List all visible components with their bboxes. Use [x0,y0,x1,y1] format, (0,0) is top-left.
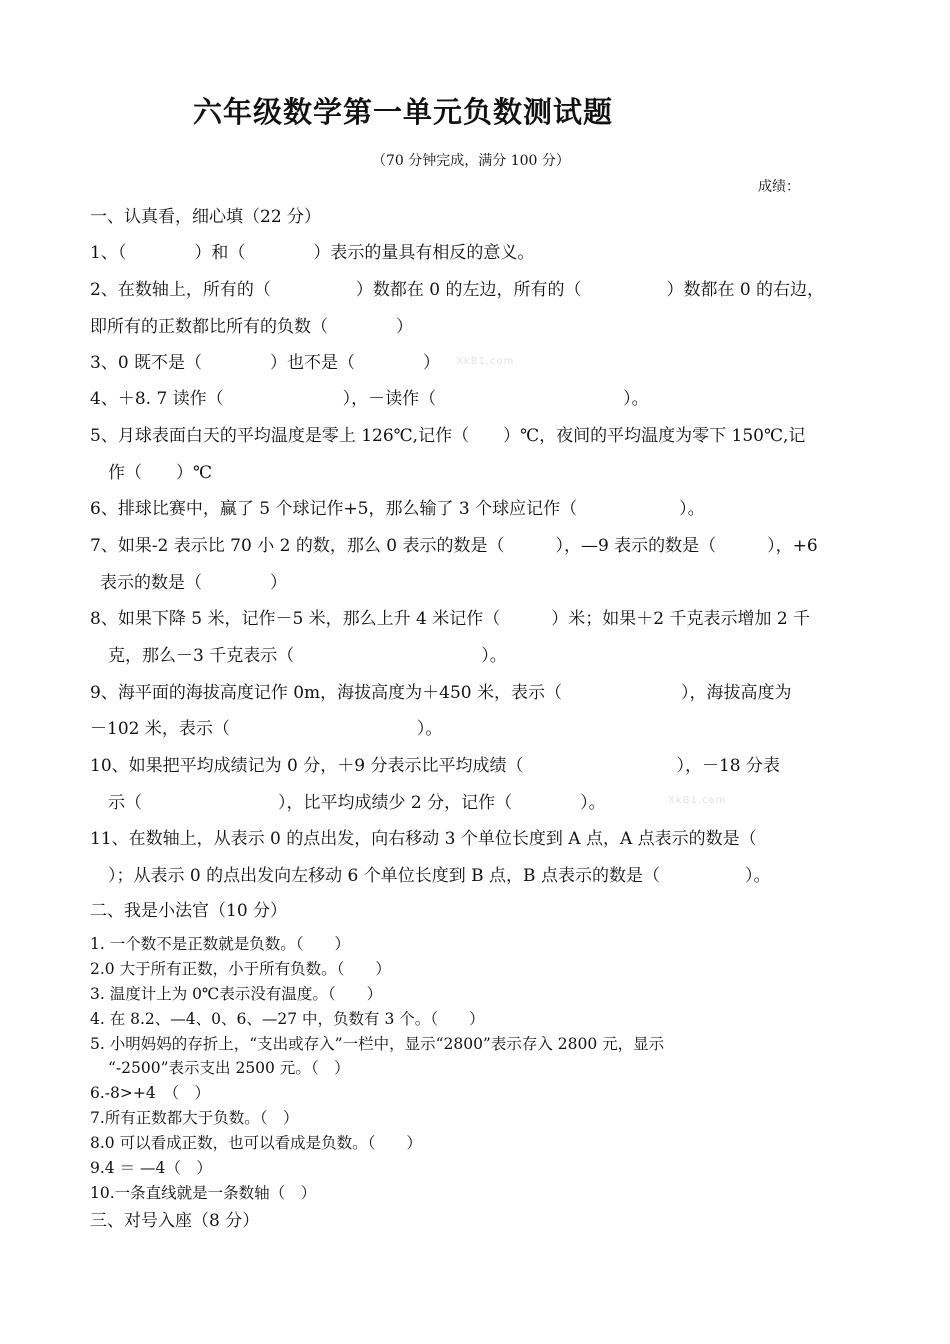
question-line: 1、（ ）和（ ）表示的量具有相反的意义。 [90,243,535,263]
question-line: 10、如果把平均成绩记为 0 分，＋9 分表示比平均成绩（ ），－18 分表 [90,756,781,776]
page-title: 六年级数学第一单元负数测试题 [193,95,614,129]
section-2-heading: 二、我是小法官（10 分） [90,901,288,921]
judge-line: 1. 一个数不是正数就是负数。（ ） [90,935,350,953]
question-line: 克，那么－3 千克表示（ ）。 [108,646,507,666]
question-line: 作（ ）℃ [108,463,213,483]
score-label: 成绩： [758,179,800,195]
question-line: 4、＋8. 7 读作（ ），－读作（ ）。 [90,389,649,409]
judge-line: 3. 温度计上为 0℃表示没有温度。（ ） [90,985,383,1003]
question-line: 即所有的正数都比所有的负数（ ） [90,317,413,337]
watermark: XkB1.com [668,795,727,806]
judge-line: “-2500”表示支出 2500 元。（ ） [108,1059,350,1077]
judge-line: 4. 在 8.2、—4、0、6、—27 中，负数有 3 个。（ ） [90,1010,485,1028]
judge-line: 2.0 大于所有正数，小于所有负数。（ ） [90,960,391,978]
exam-subtitle: （70 分钟完成，满分 100 分） [372,153,570,169]
judge-line: 9.4 ＝ —4（ ） [90,1159,212,1177]
judge-line: 10.一条直线就是一条数轴（ ） [90,1184,317,1202]
judge-line: 6.-8>+4 （ ） [90,1084,210,1102]
question-line: 3、0 既不是（ ）也不是（ ） [90,353,441,373]
question-line: 表示的数是（ ） [100,573,287,593]
question-line: 7、如果-2 表示比 70 小 2 的数，那么 0 表示的数是（ ），—9 表示的数是（ ），+6 [90,536,818,556]
question-line: 2、在数轴上，所有的（ ）数都在 0 的左边，所有的（ ）数都在 0 的右边， [90,280,825,300]
question-line: 5、月球表面白天的平均温度是零上 126℃,记作（ ）℃，夜间的平均温度为零下 150℃,记 [90,426,806,446]
question-line: －102 米，表示（ ）。 [90,719,443,739]
judge-line: 5. 小明妈妈的存折上，“支出或存入”一栏中，显示“2800”表示存入 2800 元，显示 [90,1035,665,1053]
question-line: 9、海平面的海拔高度记作 0m，海拔高度为＋450 米，表示（ ），海拔高度为 [90,683,792,703]
judge-line: 7.所有正数都大于负数。（ ） [90,1109,299,1127]
section-1-heading: 一、认真看，细心填（22 分） [90,207,322,227]
question-line: 11、在数轴上，从表示 0 的点出发，向右移动 3 个单位长度到 A 点，A 点表示的数是（ [90,829,757,849]
question-line: 8、如果下降 5 米，记作－5 米，那么上升 4 米记作（ ）米；如果＋2 千克表示增加 2 千 [90,609,811,629]
question-line: 示（ ），比平均成绩少 2 分，记作（ ）。 [108,793,606,813]
question-line: 6、排球比赛中，赢了 5 个球记作+5，那么输了 3 个球应记作（ ）。 [90,499,705,519]
question-line: ）；从表示 0 的点出发向左移动 6 个单位长度到 B 点，B 点表示的数是（ ）。 [108,866,771,886]
section-3-heading: 三、对号入座（8 分） [90,1211,260,1231]
watermark: XkB1.com [456,356,515,367]
judge-line: 8.0 可以看成正数，也可以看成是负数。（ ） [90,1134,422,1152]
